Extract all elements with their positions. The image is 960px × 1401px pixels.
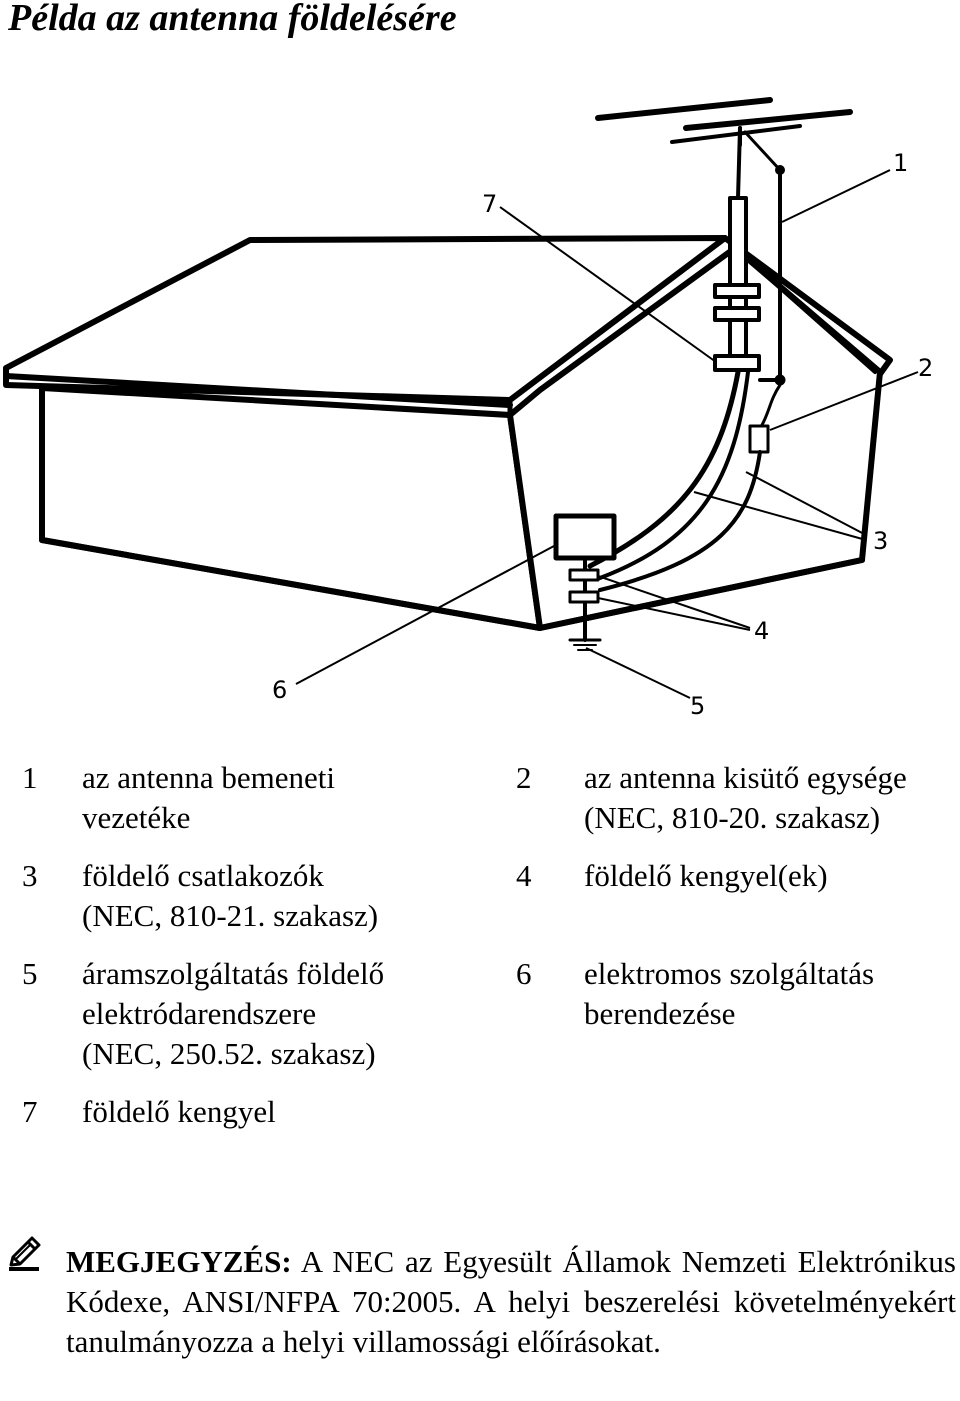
legend-number: 3 [22, 858, 38, 893]
note-text: A NEC az Egyesült Államok Nemzeti Elektrónikus Kódexe, ANSI/NFPA 70:2005. A helyi beszerelési követelményekért tanulmányozza a helyi villamossági előírásokat. [66, 1244, 956, 1359]
callout-4: 4 [754, 617, 770, 645]
legend-text-line: földelő kengyel [82, 1094, 276, 1129]
legend-text-line: elektromos szolgáltatás [584, 956, 875, 991]
pencil-note-icon [6, 1236, 42, 1274]
legend-text-line: az antenna bemeneti [82, 760, 336, 795]
callout-2: 2 [918, 354, 934, 382]
note-paragraph [66, 1242, 956, 1362]
legend-text-line: (NEC, 250.52. szakasz) [82, 1036, 376, 1071]
callout-7: 7 [482, 190, 498, 218]
legend-text-line: berendezése [584, 996, 736, 1031]
legend-text-line: elektródarendszere [82, 996, 317, 1031]
legend-text-line: (NEC, 810-21. szakasz) [82, 898, 379, 933]
legend-number: 1 [22, 760, 38, 795]
legend-number: 6 [516, 956, 532, 991]
page-title: Példa az antenna földelésére [8, 0, 457, 39]
legend-text-line: földelő csatlakozók [82, 858, 324, 893]
legend-number: 7 [22, 1094, 38, 1129]
antenna-grounding-illustration [0, 90, 960, 730]
legend-text-line: az antenna kisütő egysége [584, 760, 907, 795]
legend-text-line: (NEC, 810-20. szakasz) [584, 800, 881, 835]
legend-text-line: földelő kengyel(ek) [584, 858, 828, 893]
house-front-wall [42, 388, 540, 628]
callout-3: 3 [873, 527, 889, 555]
legend-number: 2 [516, 760, 532, 795]
callout-1: 1 [893, 149, 909, 177]
callout-5: 5 [690, 692, 706, 720]
callout-6: 6 [272, 676, 288, 704]
legend-text-line: vezetéke [82, 800, 191, 835]
legend-text-line: áramszolgáltatás földelő [82, 956, 385, 991]
note-label: MEGJEGYZÉS: [66, 1244, 292, 1279]
legend-number: 4 [516, 858, 532, 893]
legend-number: 5 [22, 956, 38, 991]
